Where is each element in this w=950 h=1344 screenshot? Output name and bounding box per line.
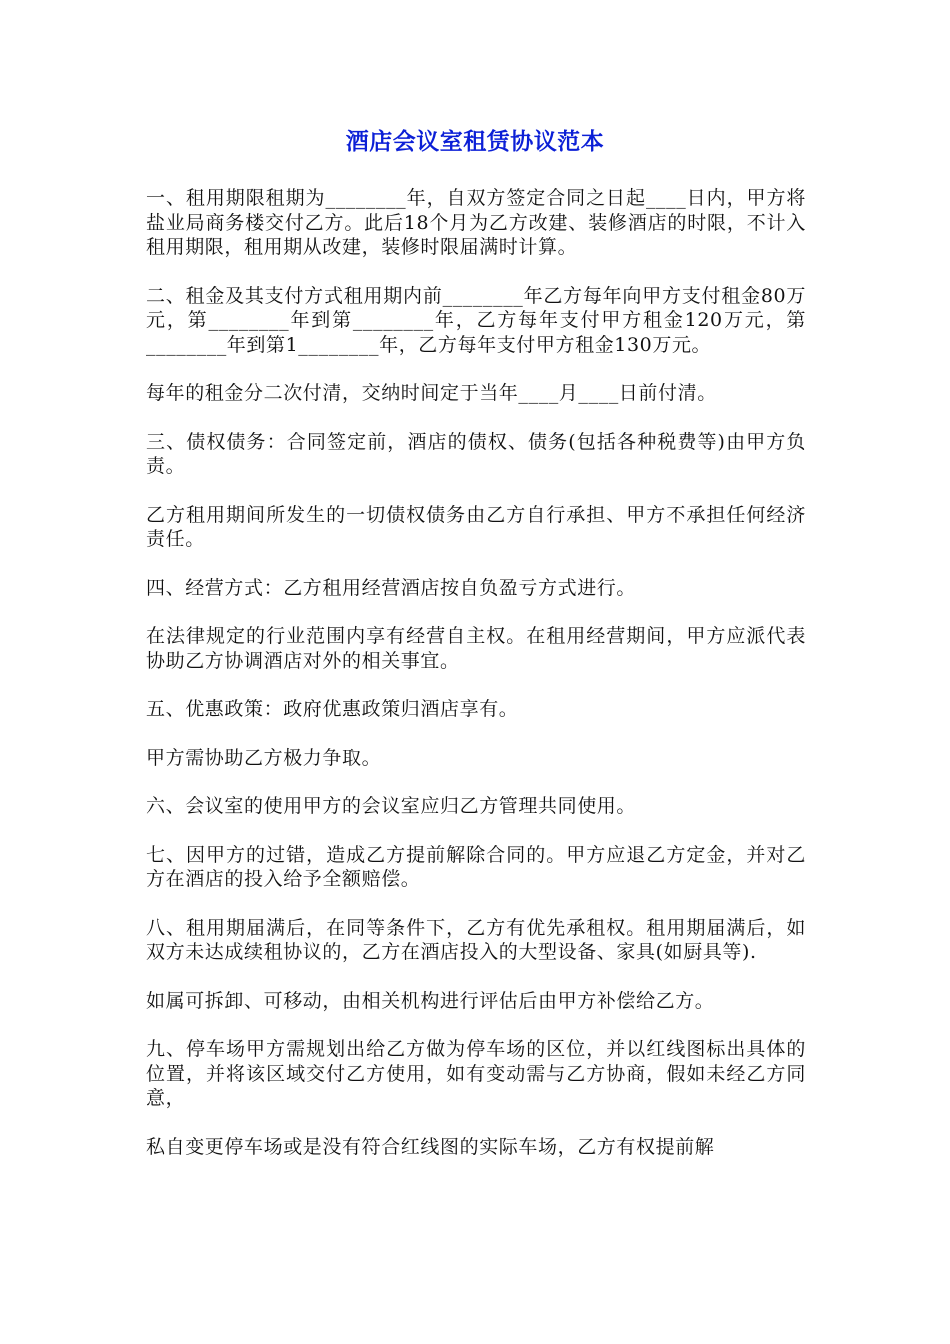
paragraph-11: 七、因甲方的过错，造成乙方提前解除合同的。甲方应退乙方定金，并对乙方在酒店的投入给予全额赔偿。 bbox=[146, 843, 806, 890]
paragraph-3: 每年的租金分二次付清，交纳时间定于当年____月____日前付清。 bbox=[146, 382, 717, 404]
paragraph-14: 九、停车场甲方需规划出给乙方做为停车场的区位，并以红线图标出具体的位置，并将该区域交付乙方使用，如有变动需与乙方协商，假如未经乙方同意， bbox=[146, 1038, 806, 1109]
paragraph-8: 五、优惠政策：政府优惠政策归酒店享有。 bbox=[146, 698, 519, 720]
paragraph-6: 四、经营方式：乙方租用经营酒店按自负盈亏方式进行。 bbox=[146, 576, 637, 599]
paragraph-13: 如属可拆卸、可移动，由相关机构进行评估后由甲方补偿给乙方。 bbox=[146, 989, 715, 1012]
document-title: 酒店会议室租赁协议范本 bbox=[345, 129, 605, 155]
paragraph-15: 私自变更停车场或是没有符合红线图的实际车场，乙方有权提前解 bbox=[146, 1135, 715, 1158]
paragraph-1: 一、租用期限租期为________年，自双方签定合同之日起____日内，甲方将盐业局商务楼交付乙方。此后18个月为乙方改建、装修酒店的时限，不计入租用期限，租用期从改建，装修时限届满时计算。 bbox=[146, 187, 806, 258]
paragraph-4: 三、债权债务：合同签定前，酒店的债权、债务(包括各种税费等)由甲方负责。 bbox=[146, 430, 806, 477]
paragraph-5: 乙方租用期间所发生的一切债权债务由乙方自行承担、甲方不承担任何经济责任。 bbox=[146, 503, 806, 550]
paragraph-7: 在法律规定的行业范围内享有经营自主权。在租用经营期间，甲方应派代表协助乙方协调酒店对外的相关事宜。 bbox=[146, 625, 806, 672]
document-body bbox=[146, 186, 806, 1183]
paragraph-12: 八、租用期届满后，在同等条件下，乙方有优先承租权。租用期届满后，如双方未达成续租协议的，乙方在酒店投入的大型设备、家具(如厨具等). bbox=[146, 916, 806, 963]
paragraph-10: 六、会议室的使用甲方的会议室应归乙方管理共同使用。 bbox=[146, 795, 637, 817]
paragraph-2: 二、租金及其支付方式租用期内前________年乙方每年向甲方支付租金80万元，第________年到第________年，乙方每年支付甲方租金120万元，第________年到第1________年，乙方每年支付甲方租金130万元。 bbox=[146, 284, 806, 356]
paragraph-9: 甲方需协助乙方极力争取。 bbox=[146, 746, 382, 769]
